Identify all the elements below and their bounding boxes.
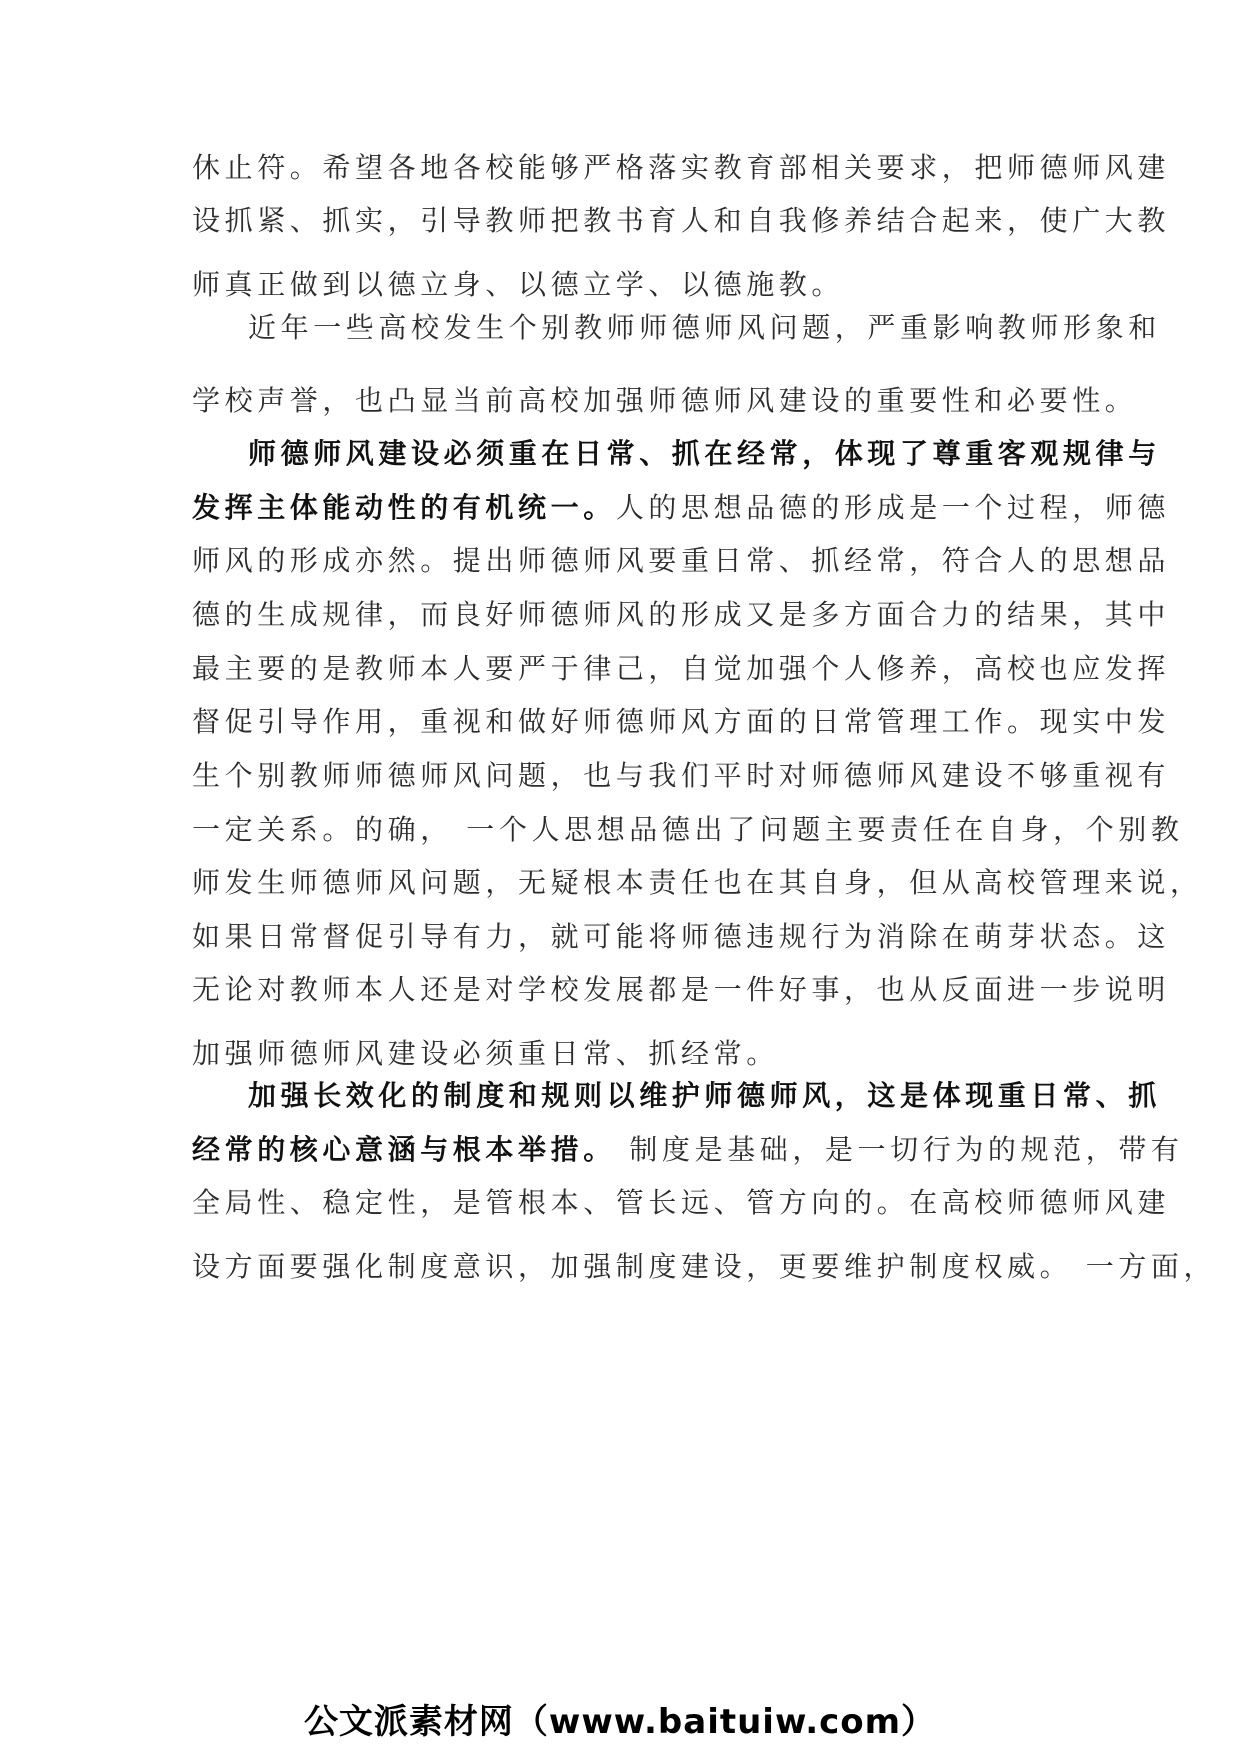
bold-heading-fragment: 发挥主体能动性的有机统一。 (192, 491, 616, 524)
bold-heading-line: 加强长效化的制度和规则以维护师德师风，这是体现重日常、抓 (248, 1079, 1161, 1112)
paragraph-line: 一定关系。的确， 一个人思想品德出了问题主要责任在自身，个别教 (192, 813, 1184, 846)
paragraph-line: 近年一些高校发生个别教师师德师风问题，严重影响教师形象和 (248, 311, 1161, 344)
bold-heading-line: 师德师风建设必须重在日常、抓在经常，体现了尊重客观规律与 (248, 437, 1161, 470)
mixed-line (192, 490, 1171, 526)
paragraph-line: 全局性、稳定性，是管根本、管长远、管方向的。在高校师德师风建 (192, 1186, 1171, 1219)
paragraph-line: 无论对教师本人还是对学校发展都是一件好事，也从反面进一步说明 (192, 973, 1171, 1006)
paragraph-line: 督促引导作用，重视和做好师德师风方面的日常管理工作。现实中发 (192, 705, 1171, 738)
paragraph-line: 休止符。希望各地各校能够严格落实教育部相关要求，把师德师风建 (192, 151, 1171, 184)
paragraph-line: 生个别教师师德师风问题，也与我们平时对师德师风建设不够重视有 (192, 759, 1171, 792)
paragraph-line: 学校声誉，也凸显当前高校加强师德师风建设的重要性和必要性。 (192, 384, 1138, 417)
paragraph-line: 师真正做到以德立身、以德立学、以德施教。 (192, 268, 845, 301)
paragraph-line: 师发生师德师风问题，无疑根本责任也在其自身，但从高校管理来说， (192, 866, 1203, 899)
paragraph-line: 加强师德师风建设必须重日常、抓经常。 (192, 1037, 779, 1070)
paragraph-line: 如果日常督促引导有力，就可能将师德违规行为消除在萌芽状态。这 (192, 920, 1171, 953)
paragraph-line: 最主要的是教师本人要严于律己，自觉加强个人修养，高校也应发挥 (192, 652, 1171, 685)
mixed-line (192, 1132, 1184, 1168)
page-footer-watermark: 公文派素材网（www.baituiw.com） (303, 1702, 937, 1742)
paragraph-line: 德的生成规律，而良好师德师风的形成又是多方面合力的结果，其中 (192, 598, 1171, 631)
body-fragment: 制度是基础，是一切行为的规范，带有 (615, 1133, 1184, 1166)
paragraph-line: 设方面要强化制度意识，加强制度建设，更要维护制度权威。 一方面， (192, 1250, 1217, 1283)
paragraph-line: 设抓紧、抓实，引导教师把教书育人和自我修养结合起来，使广大教 (192, 204, 1171, 237)
paragraph-line: 师风的形成亦然。提出师德师风要重日常、抓经常，符合人的思想品 (192, 544, 1171, 577)
body-fragment: 人的思想品德的形成是一个过程，师德 (615, 491, 1171, 524)
bold-heading-fragment: 经常的核心意涵与根本举措。 (192, 1133, 616, 1166)
